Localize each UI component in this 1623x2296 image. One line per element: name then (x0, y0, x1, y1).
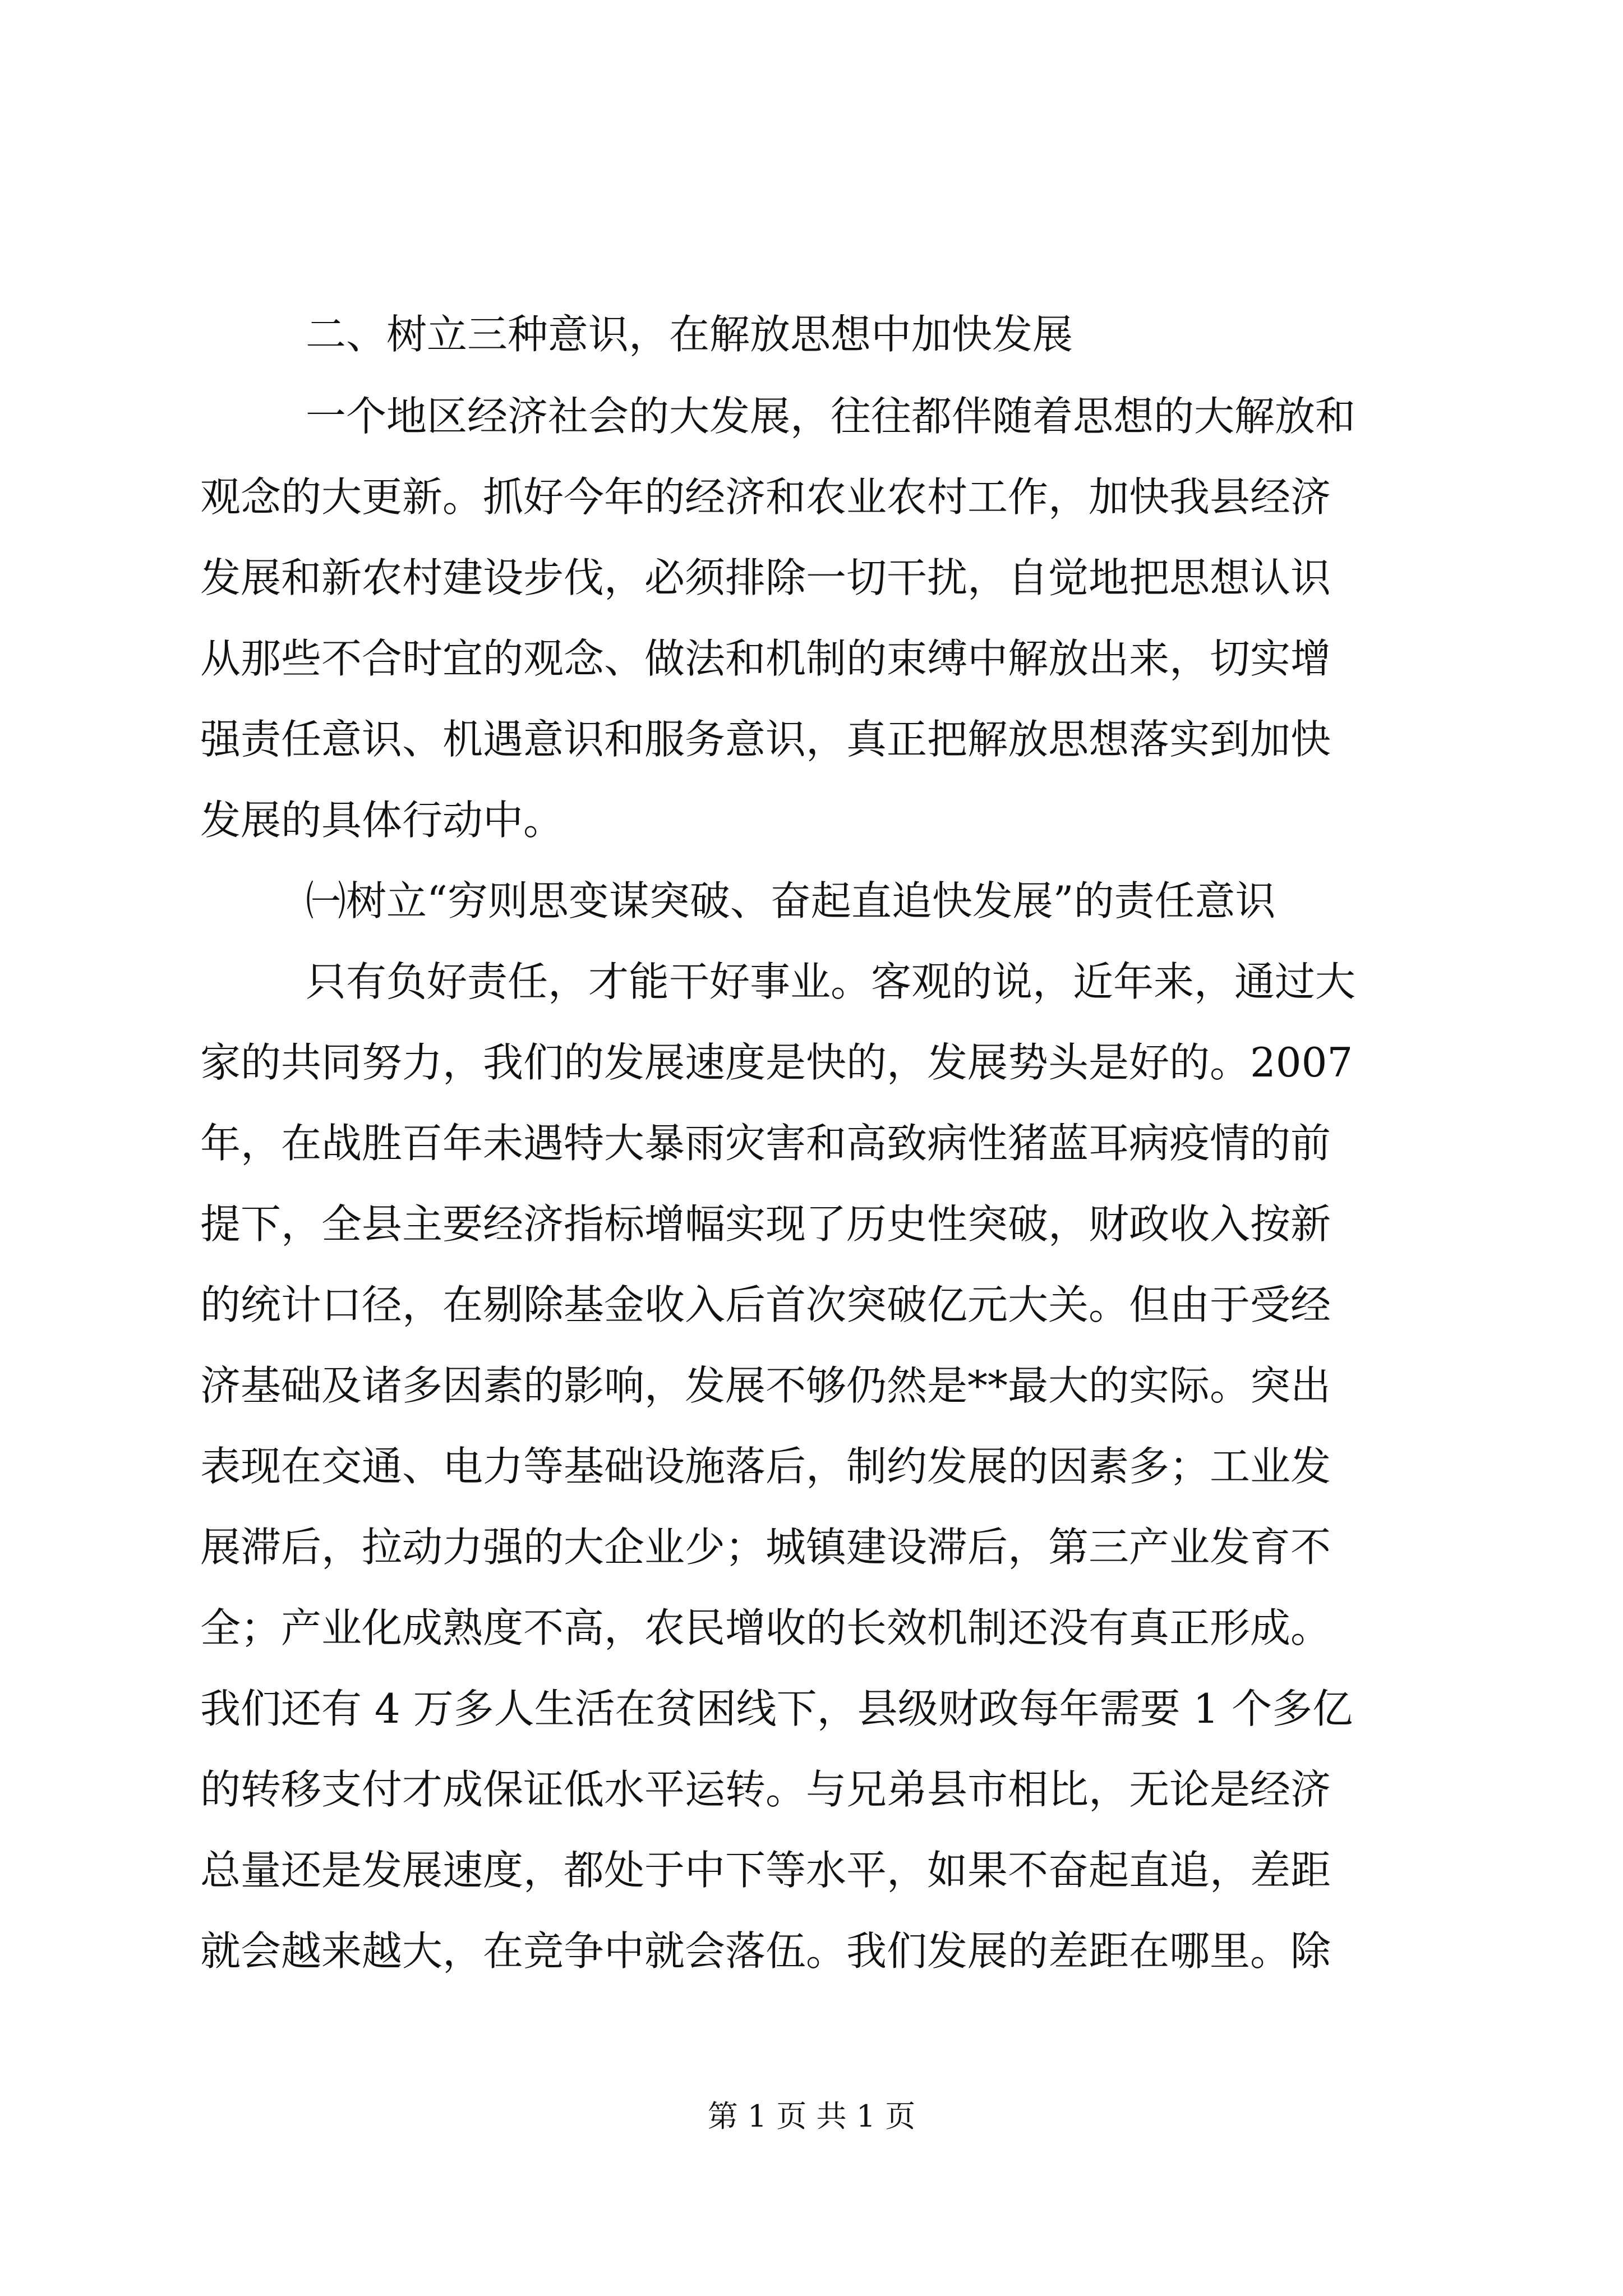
paragraph-line: 观念的大更新。抓好今年的经济和农业农村工作，加快我县经济 (200, 473, 1331, 521)
paragraph-line: 的转移支付才成保证低水平运转。与兄弟县市相比，无论是经济 (200, 1766, 1331, 1813)
paragraph-line: 总量还是发展速度，都处于中下等水平，如果不奋起直追，差距 (200, 1847, 1331, 1894)
paragraph-line: 济基础及诸多因素的影响，发展不够仍然是**最大的实际。突出 (200, 1362, 1331, 1409)
paragraph-line: 家的共同努力，我们的发展速度是快的，发展势头是好的。2007 (200, 1039, 1353, 1086)
paragraph-line: 发展的具体行动中。 (200, 797, 564, 844)
paragraph-line: 提下，全县主要经济指标增幅实现了历史性突破，财政收入按新 (200, 1200, 1331, 1248)
paragraph-line: 展滞后，拉动力强的大企业少；城镇建设滞后，第三产业发育不 (200, 1524, 1331, 1571)
paragraph-line: 发展和新农村建设步伐，必须排除一切干扰，自觉地把思想认识 (200, 554, 1331, 601)
paragraph-line: 我们还有 4 万多人生活在贫困线下，县级财政每年需要 1 个多亿 (200, 1685, 1353, 1732)
paragraph-line: 从那些不合时宜的观念、做法和机制的束缚中解放出来，切实增 (200, 635, 1331, 682)
page-footer: 第 1 页 共 1 页 (707, 2099, 916, 2134)
paragraph-line: 一个地区经济社会的大发展，往往都伴随着思想的大解放和 (306, 393, 1356, 440)
section-heading: 二、树立三种意识，在解放思想中加快发展 (306, 311, 1073, 358)
paragraph-line: 只有负好责任，才能干好事业。客观的说，近年来，通过大 (306, 958, 1356, 1005)
paragraph-line: 年，在战胜百年未遇特大暴雨灾害和高致病性猪蓝耳病疫情的前 (200, 1120, 1331, 1167)
paragraph-line: 就会越来越大，在竞争中就会落伍。我们发展的差距在哪里。除 (200, 1927, 1331, 1975)
paragraph-line: 表现在交通、电力等基础设施落后，制约发展的因素多；工业发 (200, 1443, 1331, 1490)
paragraph-line: 强责任意识、机遇意识和服务意识，真正把解放思想落实到加快 (200, 716, 1331, 763)
paragraph-line: 全；产业化成熟度不高，农民增收的长效机制还没有真正形成。 (200, 1604, 1331, 1651)
paragraph-line: 的统计口径，在剔除基金收入后首次突破亿元大关。但由于受经 (200, 1281, 1331, 1328)
subsection-heading: ㈠树立“穷则思变谋突破、奋起直追快发展”的责任意识 (306, 877, 1276, 924)
